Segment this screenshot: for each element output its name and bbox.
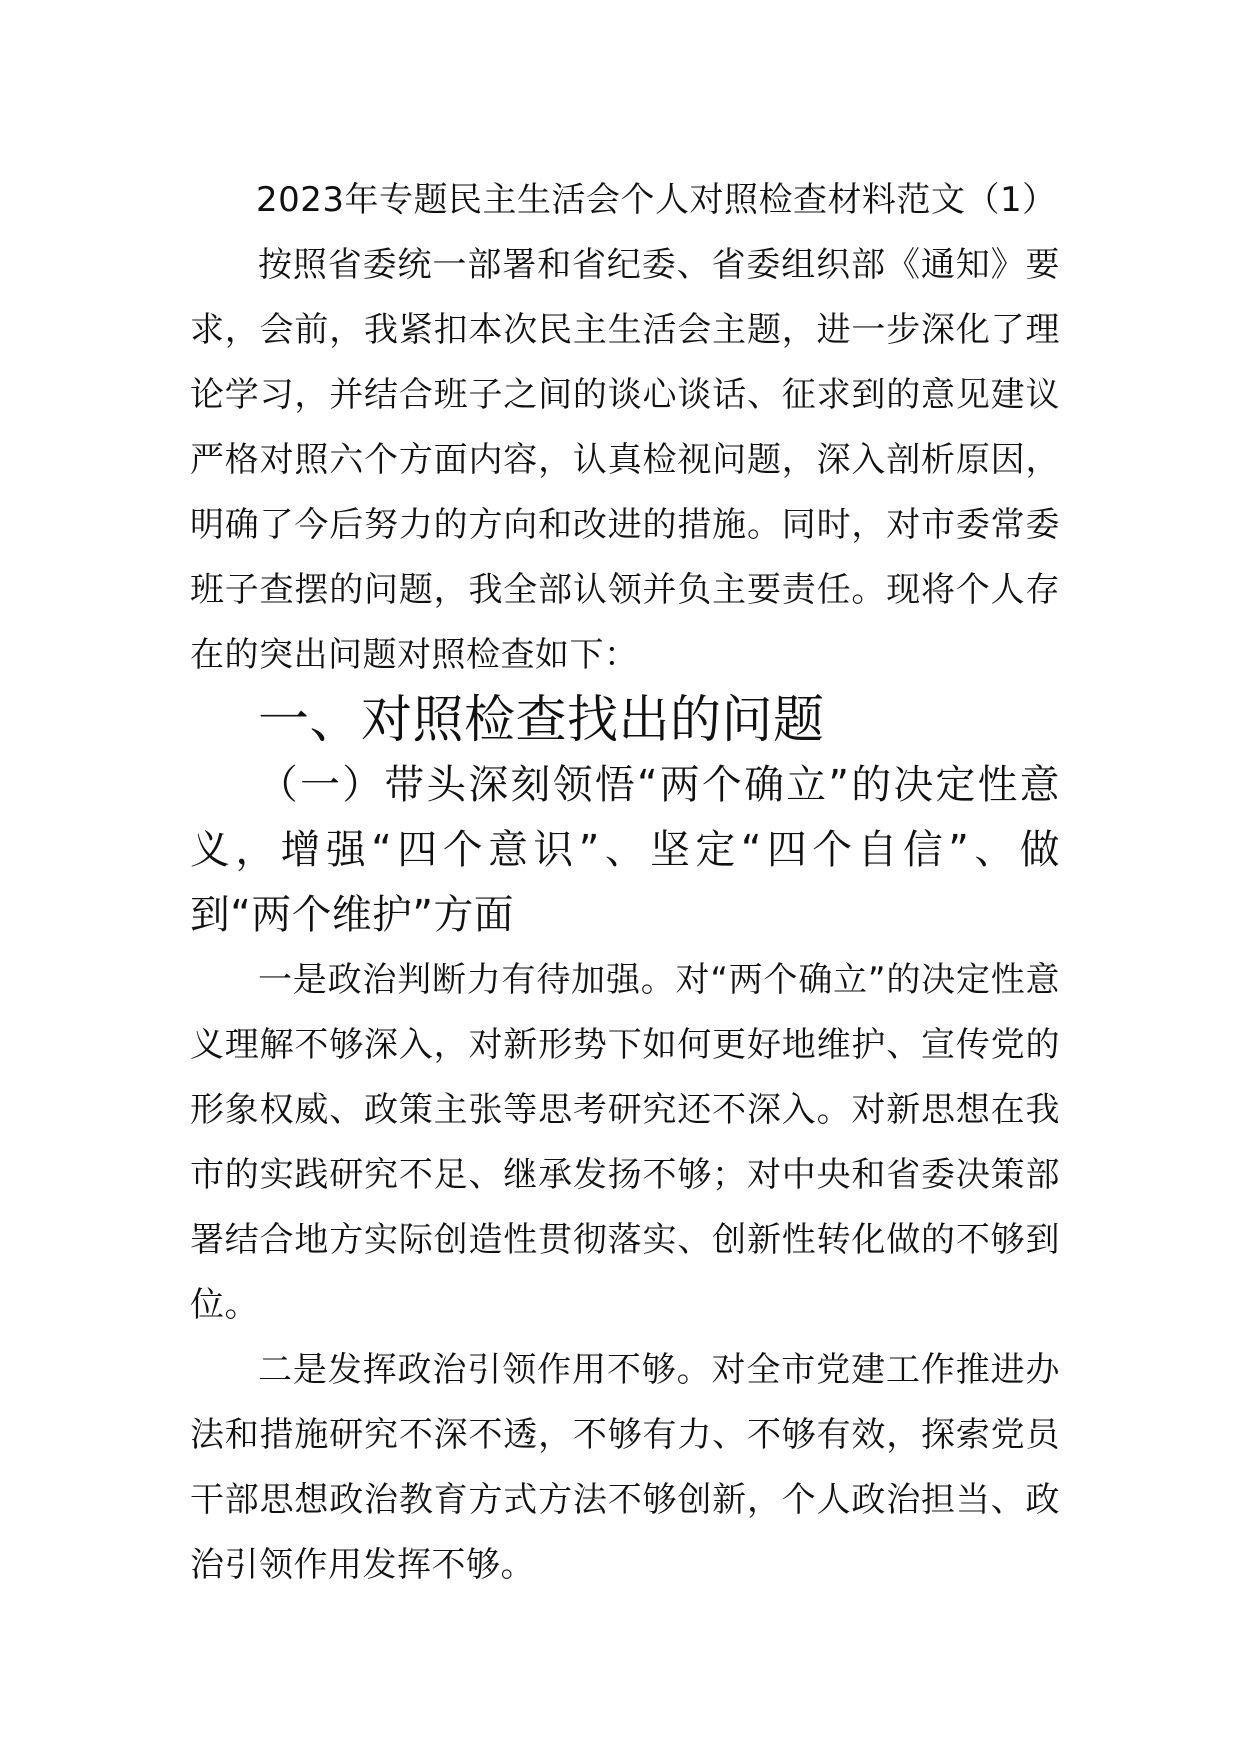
document-title: 2023年专题民主生活会个人对照检查材料范文（1）: [256, 180, 1057, 220]
subsection-heading: （一）带头深刻领悟“两个确立”的决定性意义，增强“四个意识”、坚定“四个自信”、做到“两个维护”方面: [190, 762, 1060, 938]
point-two-paragraph: 二是发挥政治引领作用不够。对全市党建工作推进办法和措施研究不深不透，不够有力、不够有效，探索党员干部思想政治教育方式方法不够创新，个人政治担当、政治引领作用发挥不够。: [190, 1350, 1060, 1585]
point-one-paragraph: 一是政治判断力有待加强。对“两个确立”的决定性意义理解不够深入，对新形势下如何更好地维护、宣传党的形象权威、政策主张等思考研究还不深入。对新思想在我市的实践研究不足、继承发扬不够；对中央和省委决策部署结合地方实际创造性贯彻落实、创新性转化做的不够到位。: [190, 960, 1060, 1325]
document-body: [190, 168, 1060, 1598]
section-heading: 一、对照检查找出的问题: [258, 691, 825, 750]
intro-paragraph: 按照省委统一部署和省纪委、省委组织部《通知》要求，会前，我紧扣本次民主生活会主题，进一步深化了理论学习，并结合班子之间的谈心谈话、征求到的意见建议严格对照六个方面内容，认真检视问题，深入剖析原因，明确了今后努力的方向和改进的措施。同时，对市委常委班子查摆的问题，我全部认领并负主要责任。现将个人存在的突出问题对照检查如下：: [190, 245, 1060, 675]
